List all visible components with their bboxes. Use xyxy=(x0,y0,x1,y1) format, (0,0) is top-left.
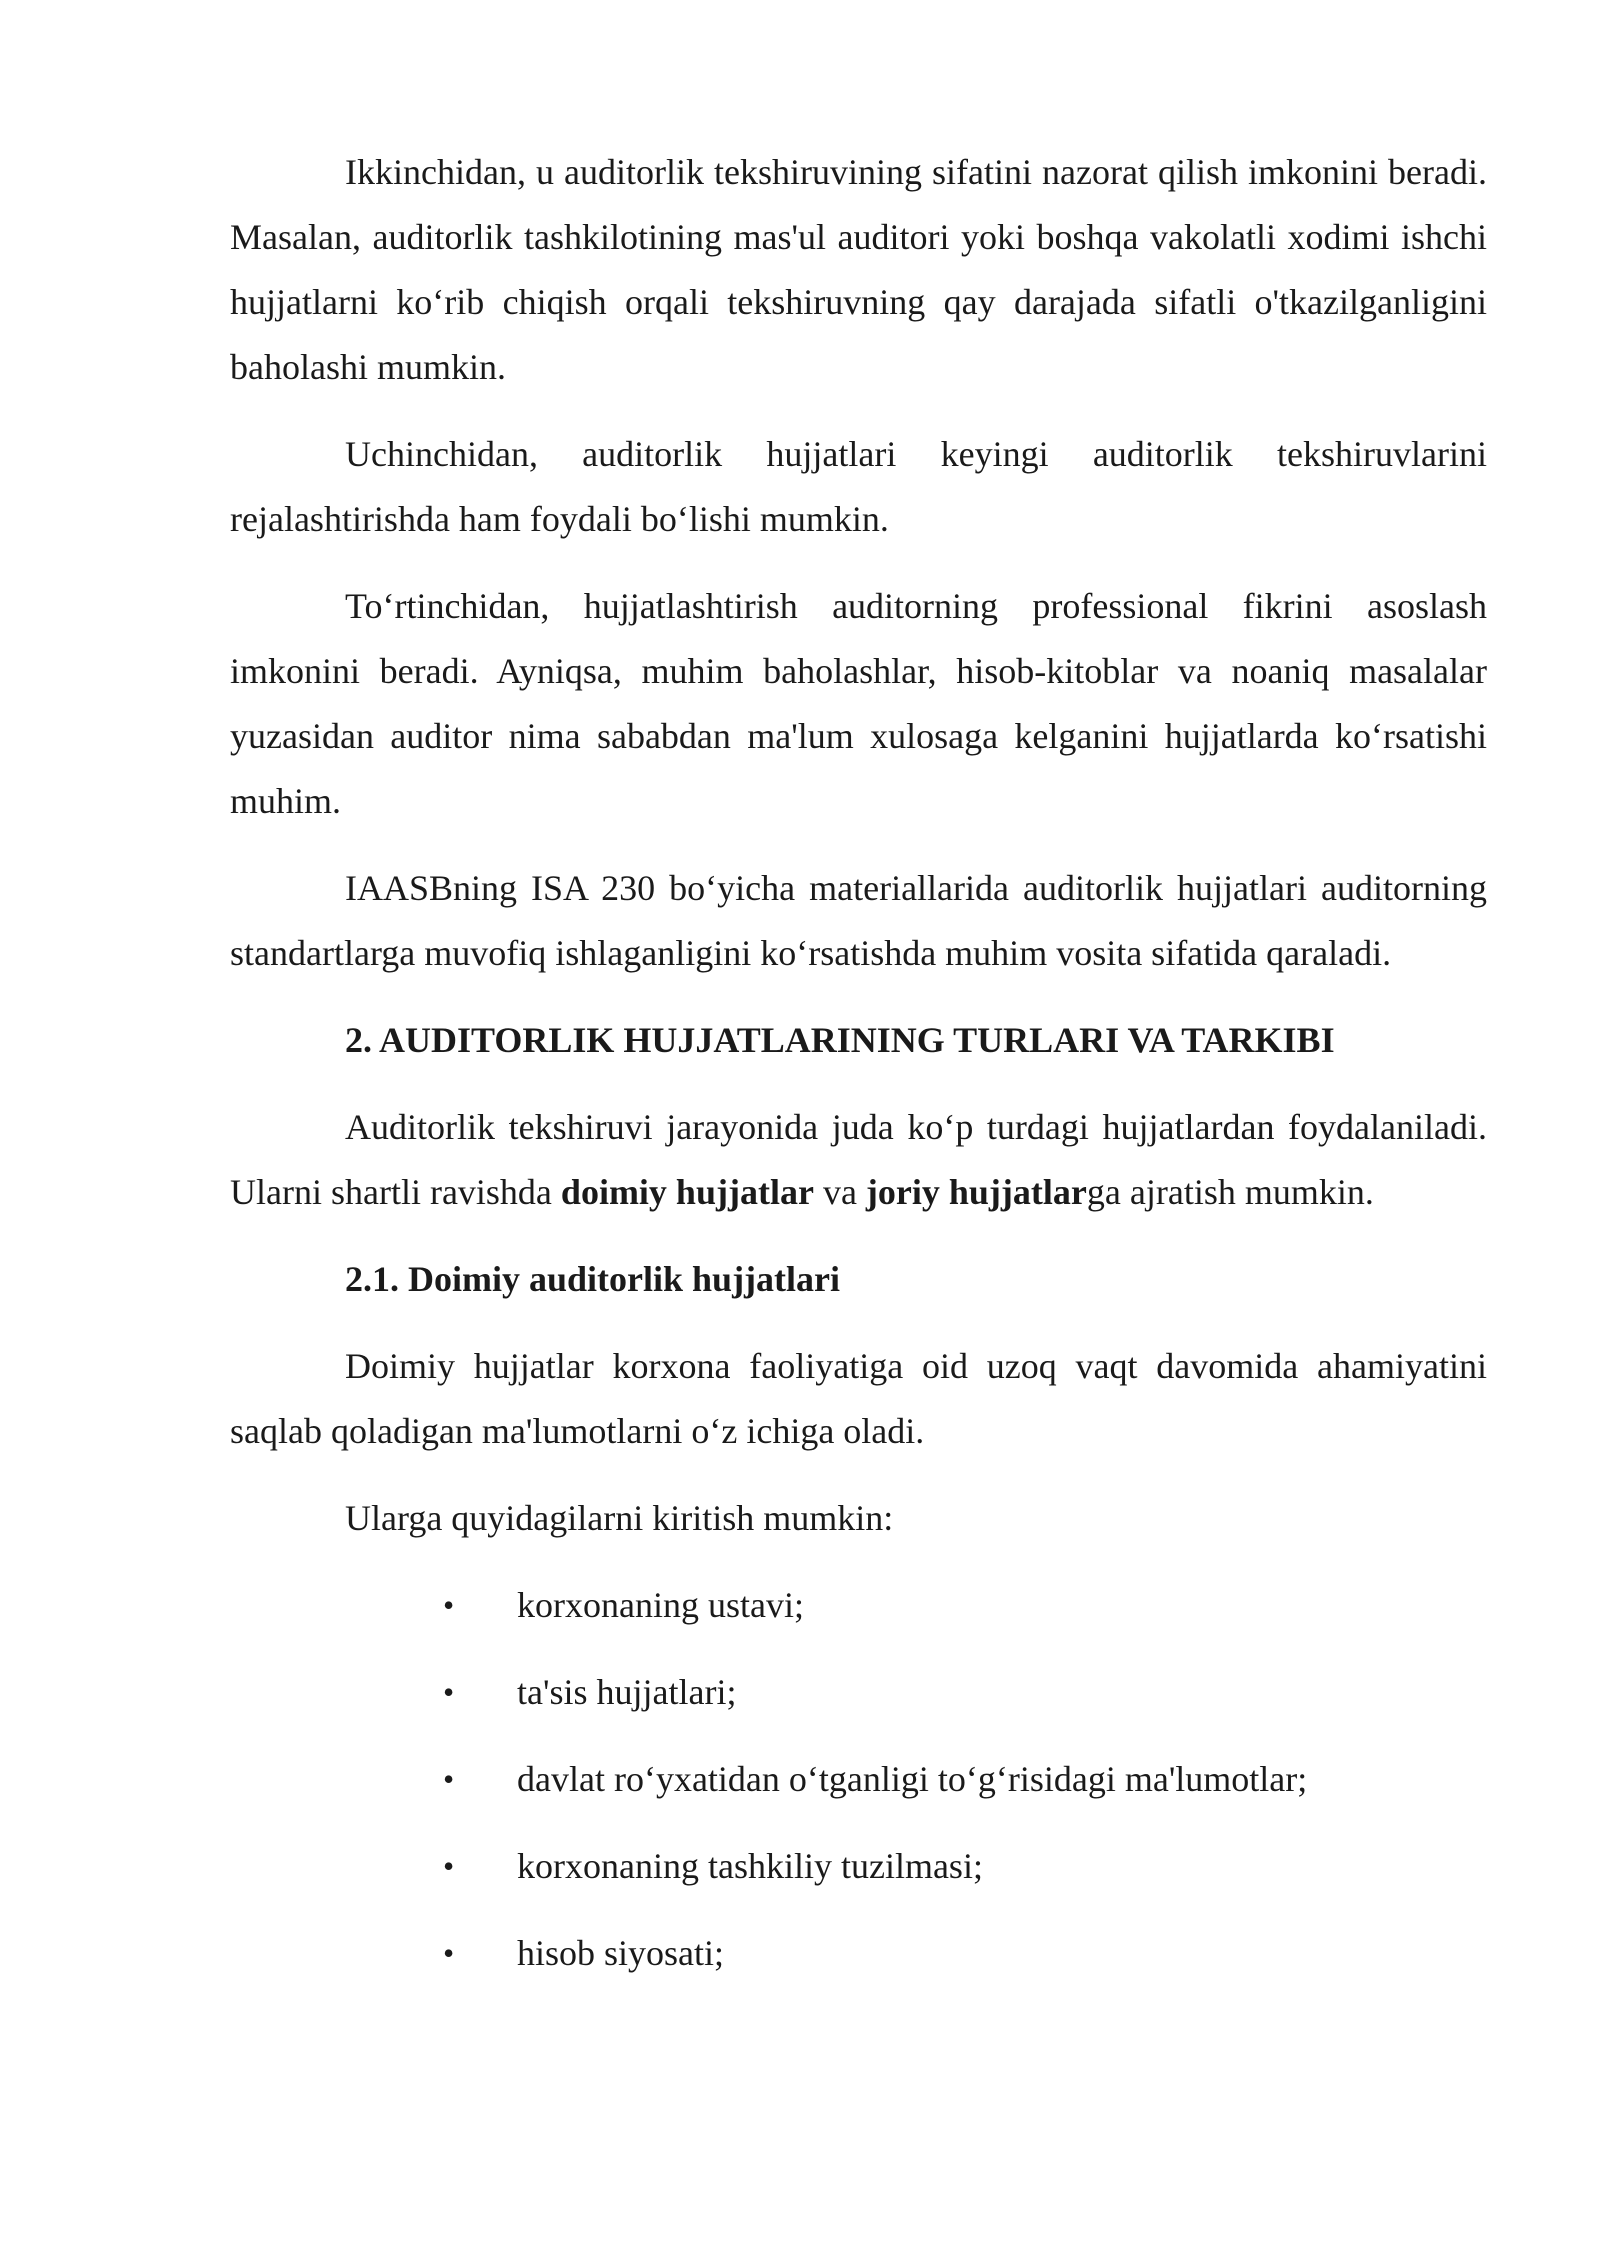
bold-term-permanent: doimiy hujjatlar xyxy=(560,1172,814,1212)
paragraph-second-reason: Ikkinchidan, u auditorlik tekshiruvining sifatini nazorat qilish imkonini beradi. Masalan, auditorlik tashkilotining mas'ul auditori yoki boshqa vakolatli xodimi ishchi hujjatlarni ko‘rib chiqish orqali tekshiruvning qay darajada sifatli o'tkazilganligini baholashi mumkin. xyxy=(230,152,1487,387)
list-item-text: davlat ro‘yxatidan o‘tganligi to‘g‘risidagi ma'lumotlar; xyxy=(517,1759,1308,1799)
bullet-list xyxy=(230,1573,1487,1986)
list-item xyxy=(230,1660,1487,1725)
text-fragment: ga ajratish mumkin. xyxy=(1086,1172,1374,1212)
bullet-icon: • xyxy=(443,1761,455,1797)
paragraph-document-types xyxy=(230,1095,1487,1225)
list-item xyxy=(230,1834,1487,1899)
list-item xyxy=(230,1921,1487,1986)
section-heading-2-1: 2.1. Doimiy auditorlik hujjatlari xyxy=(345,1259,841,1299)
list-item-text: hisob siyosati; xyxy=(517,1933,725,1973)
paragraph-list-intro: Ularga quyidagilarni kiritish mumkin: xyxy=(345,1498,894,1538)
bullet-icon: • xyxy=(443,1935,455,1971)
section-heading-2: 2. AUDITORLIK HUJJATLARINING TURLARI VA TARKIBI xyxy=(345,1020,1335,1060)
text-fragment: Auditorlik tekshiruvi jarayonida juda ko‘p turdagi hujjatlardan foydalaniladi. Ularni shartli ravishda xyxy=(230,1107,1487,1212)
list-item xyxy=(230,1573,1487,1638)
list-item-text: korxonaning tashkiliy tuzilmasi; xyxy=(517,1846,983,1886)
paragraph-third-reason: Uchinchidan, auditorlik hujjatlari keyingi auditorlik tekshiruvlarini rejalashtirishda ham foydali bo‘lishi mumkin. xyxy=(230,434,1487,539)
list-item-text: korxonaning ustavi; xyxy=(517,1585,804,1625)
document-page xyxy=(230,140,1487,2008)
bullet-icon: • xyxy=(443,1848,455,1884)
paragraph-permanent-docs: Doimiy hujjatlar korxona faoliyatiga oid uzoq vaqt davomida ahamiyatini saqlab qoladigan ma'lumotlarni o‘z ichiga oladi. xyxy=(230,1346,1487,1451)
text-fragment: va xyxy=(813,1172,866,1212)
paragraph-fourth-reason: To‘rtinchidan, hujjatlashtirish auditorning professional fikrini asoslash imkonini beradi. Ayniqsa, muhim baholashlar, hisob-kitoblar va noaniq masalalar yuzasidan auditor nima sababdan ma'lum xulosaga kelganini hujjatlarda ko‘rsatishi muhim. xyxy=(230,586,1487,821)
bullet-icon: • xyxy=(443,1674,455,1710)
bullet-icon: • xyxy=(443,1587,455,1623)
list-item-text: ta'sis hujjatlari; xyxy=(517,1672,737,1712)
bold-term-current: joriy hujjatlar xyxy=(865,1172,1087,1212)
paragraph-isa-230: IAASBning ISA 230 bo‘yicha materiallarida auditorlik hujjatlari auditorning standartlarga muvofiq ishlaganligini ko‘rsatishda muhim vosita sifatida qaraladi. xyxy=(230,868,1487,973)
list-item xyxy=(230,1747,1487,1812)
